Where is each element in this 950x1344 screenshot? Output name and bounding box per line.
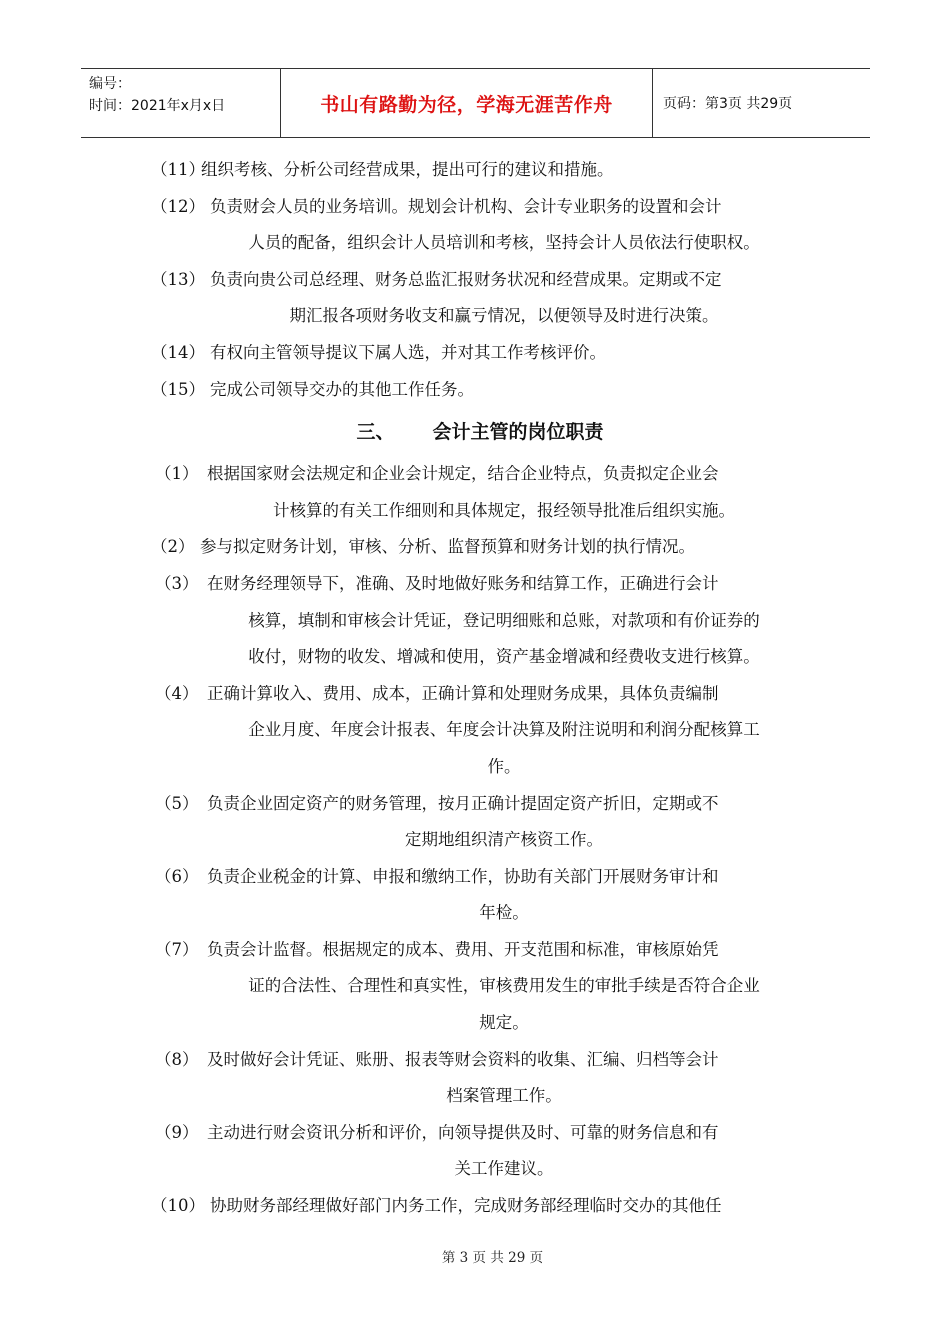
item-continuation: 人员的配备，组织会计人员培训和考核，坚持会计人员依法行使职权。 <box>248 233 760 253</box>
list-item <box>0 335 950 372</box>
item-number: （13） <box>151 269 205 289</box>
item-number: （5） <box>155 793 199 813</box>
section-heading <box>0 410 950 454</box>
item-continuation: 计核算的有关工作细则和具体规定，报经领导批准后组织实施。 <box>273 500 735 520</box>
item-number: （10） <box>151 1196 205 1216</box>
item-continuation: 年检。 <box>479 903 529 923</box>
item-text: 负责会计监督。根据规定的成本、费用、开支范围和标准，审核原始凭 <box>207 939 719 959</box>
item-text: 组织考核、分析公司经营成果，提出可行的建议和措施。 <box>201 160 614 179</box>
duties-list-b <box>0 456 950 1224</box>
list-item <box>0 1188 950 1225</box>
list-item <box>0 372 950 409</box>
page-header <box>81 68 870 138</box>
item-text: 及时做好会计凭证、账册、报表等财会资料的收集、汇编、归档等会计 <box>207 1049 719 1069</box>
item-number: （7） <box>155 939 199 959</box>
header-meta <box>81 69 281 137</box>
item-number: （11） <box>151 160 205 179</box>
section-number: 三、 <box>356 421 395 444</box>
item-text: 负责财会人员的业务培训。规划会计机构、会计专业职务的设置和会计 <box>210 196 722 216</box>
list-item <box>0 676 950 786</box>
item-text: 正确计算收入、费用、成本，正确计算和处理财务成果，具体负责编制 <box>207 683 719 703</box>
item-text: 在财务经理领导下，准确、及时地做好账务和结算工作，正确进行会计 <box>207 573 719 593</box>
item-continuation: 收付，财物的收发、增减和使用，资产基金增减和经费收支进行核算。 <box>248 647 760 667</box>
item-number: （2） <box>151 537 195 557</box>
page-footer: 第 3 页 共 29 页 <box>441 1250 544 1266</box>
item-continuation: 规定。 <box>479 1013 529 1033</box>
item-number: （6） <box>155 866 199 886</box>
list-item <box>0 456 950 529</box>
item-number: （8） <box>155 1049 199 1069</box>
header-motto: 书山有路勤为径，学海无涯苦作舟 <box>281 69 653 137</box>
item-text: 负责向贵公司总经理、财务总监汇报财务状况和经营成果。定期或不定 <box>210 269 722 289</box>
item-continuation: 关工作建议。 <box>454 1159 554 1179</box>
item-number: （3） <box>155 573 199 593</box>
list-item <box>0 566 950 676</box>
item-text: 负责企业税金的计算、申报和缴纳工作，协助有关部门开展财务审计和 <box>207 866 719 886</box>
item-continuation: 核算，填制和审核会计凭证，登记明细账和总账，对款项和有价证券的 <box>248 610 760 630</box>
item-number: （15） <box>151 379 205 399</box>
header-page-label: 页码：第3页 共29页 <box>663 96 793 112</box>
line-spacer <box>0 372 950 409</box>
document-time-label: 时间：2021年x月x日 <box>89 98 226 114</box>
document-body <box>0 152 950 1225</box>
item-text: 参与拟定财务计划，审核、分析、监督预算和财务计划的执行情况。 <box>200 537 695 557</box>
item-number: （14） <box>151 342 205 362</box>
duties-list-a <box>0 152 950 408</box>
item-continuation: 证的合法性、合理性和真实性，审核费用发生的审批手续是否符合企业 <box>248 976 760 996</box>
item-number: （4） <box>155 683 199 703</box>
list-item <box>0 1042 950 1115</box>
item-text: 有权向主管领导提议下属人选，并对其工作考核评价。 <box>210 342 606 362</box>
item-continuation: 作。 <box>487 756 521 776</box>
list-item <box>0 189 950 262</box>
item-text: 协助财务部经理做好部门内务工作，完成财务部经理临时交办的其他任 <box>210 1196 722 1216</box>
list-item <box>0 529 950 566</box>
list-item <box>0 262 950 335</box>
item-continuation: 定期地组织清产核资工作。 <box>405 830 603 850</box>
list-item <box>0 859 950 932</box>
document-number-label: 编号： <box>89 76 131 92</box>
section-title: 会计主管的岗位职责 <box>432 421 604 444</box>
list-item <box>0 786 950 859</box>
item-text: 负责企业固定资产的财务管理，按月正确计提固定资产折旧，定期或不 <box>207 793 719 813</box>
item-number: （1） <box>155 464 199 484</box>
item-continuation: 企业月度、年度会计报表、年度会计决算及附注说明和利润分配核算工 <box>248 720 760 740</box>
list-item <box>0 932 950 1042</box>
item-continuation: 档案管理工作。 <box>446 1086 562 1106</box>
list-item <box>0 152 950 189</box>
item-text: 主动进行财会资讯分析和评价，向领导提供及时、可靠的财务信息和有 <box>207 1122 719 1142</box>
item-text: 根据国家财会法规定和企业会计规定，结合企业特点，负责拟定企业会 <box>207 464 719 484</box>
item-text: 完成公司领导交办的其他工作任务。 <box>210 379 474 399</box>
item-number: （9） <box>155 1122 199 1142</box>
list-item <box>0 1115 950 1188</box>
item-number: （12） <box>151 196 205 216</box>
item-continuation: 期汇报各项财务收支和赢亏情况，以便领导及时进行决策。 <box>289 306 719 326</box>
